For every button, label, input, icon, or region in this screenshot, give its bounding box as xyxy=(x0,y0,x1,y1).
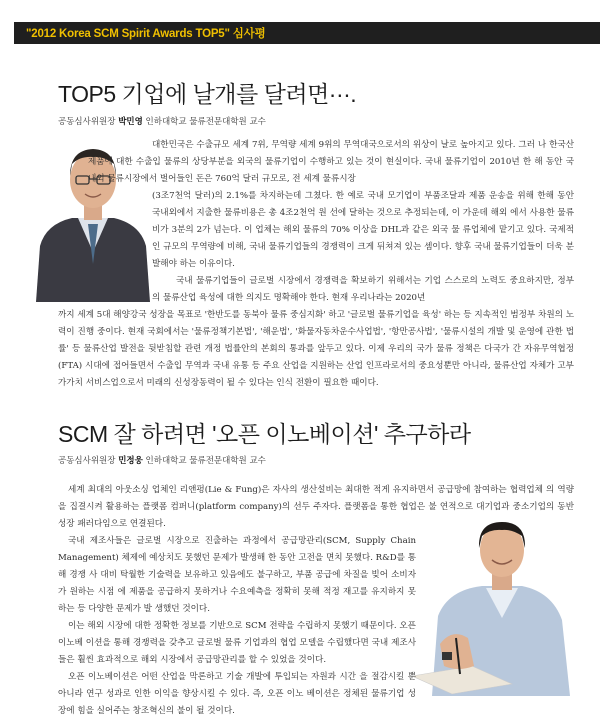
article1-paragraph-2 xyxy=(152,273,574,307)
article1-line-8: 있는 셈이다. 향후 국내 물류기업들이 더욱 분발해야 하는 이유이다. xyxy=(152,242,574,269)
article1-line-13: 개발 및 운영에 관한 법률' 등 물류산업 발전을 뒷받침할 관련 개정 법률안의 본회의 통과를 앞두고 있다. 이제 우리의 국가 물류 xyxy=(58,327,574,354)
article1-byline-role: 공동심사위원장 xyxy=(58,117,116,127)
article1-paragraph-1 xyxy=(88,137,574,188)
article1-line-10: 중요하지만, 정부의 물류산업 육성에 대한 의지도 명확해야 한다. 현재 우리나라는 2020년 xyxy=(152,276,574,303)
article2-byline-name: 민정웅 xyxy=(118,456,143,466)
article2-headline: SCM 잘 하려면 '오픈 이노베이션' 추구하라 xyxy=(58,421,471,447)
article1-line-9: 국내 물류기업들이 글로벌 시장에서 경쟁력을 확보하기 위해서는 기업 스스로의 노력도 xyxy=(176,276,507,286)
article1-line-1: 대한민국은 수출규모 세계 7위, 무역량 세계 9위의 무역대국으로서의 위상이 날로 높아지고 있다. 그러 xyxy=(152,140,536,150)
article1-line-5: 동안 국내외에서 지출한 물류비용은 총 4조2천억 원 선에 달하는 것으로 추정되는데, 이 가운데 해외 xyxy=(152,191,575,218)
article1-headline: TOP5 기업에 날개를 달려면···. xyxy=(58,81,357,107)
article2-line-11: 들은 훨씬 효과적으로 해외 시장에서 공급망관리를 할 수 있었을 것이다. xyxy=(58,655,327,665)
article1-paragraph-2b xyxy=(58,307,574,392)
article1-line-7: 류업체에 맡기고 있다. 국제적인 규모의 무역량에 비해, 국내 물류기업들의 경쟁력이 크게 뒤쳐져 xyxy=(152,225,574,252)
article2-line-10: 이션을 통해 경쟁력을 갖추고 글로벌 물류 기업과의 협업 모델을 수립했다면 국내 제조사 xyxy=(85,638,416,648)
article2-line-13: 을 절감시킬 뿐 아니라 연구 성과로 인한 이익을 향상시킬 수 있다. 즉, 오픈 이노 xyxy=(58,672,417,699)
article2-paragraph-3 xyxy=(58,618,416,669)
article2-byline xyxy=(58,454,266,466)
banner xyxy=(0,0,606,46)
article2-line-9: 이는 해외 시장에 대한 정확한 정보를 기반으로 SCM 전략을 수립하지 못했기 때문이다. 오픈 이노베 xyxy=(58,621,416,648)
article1-line-14: 정책은 다국가 간 자유무역협정(FTA) 시대에 접어들면서 수출입 무역과 국내 유통 등 주요 산업을 지원하는 산업 인프라로서의 xyxy=(58,344,574,371)
article2-line-4: 국내 제조사들은 글로벌 시장으로 진출하는 과정에서 공급망관리(SCM, Supply Chain xyxy=(68,536,416,546)
article1-line-12: 차원의 노력이 진행 중이다. 현재 국회에서는 '물류정책기본법', '해운법', '화물자동차운수사업법', '항만공사법', '물류시설의 xyxy=(58,310,574,337)
banner-title xyxy=(26,25,265,41)
article1-paragraph-1b xyxy=(152,188,574,273)
article2-line-5: Management) 체제에 예상치도 못했던 문제가 발생해 한 동안 고전을 면치 못했다. R&D를 통해 경쟁 xyxy=(58,553,417,580)
article1-line-11: 까지 세계 5대 해양강국 성장을 목표로 '한반도를 동북아 물류 중심지화' 하고 '글로벌 물류기업을 육성' 하는 등 지속적인 범정부 xyxy=(58,310,536,320)
article2-author-photo xyxy=(412,516,574,696)
article2-line-2: 의 역량을 집결시켜 활용하는 플랫폼 컴퍼니(platform company)의 선두 주자다. 플랫폼을 통한 협업은 불 xyxy=(58,485,574,512)
article1-line-6: 에서 사용한 물류비가 3분의 2가 넘는다. 이 업체는 해외 물류의 70% 이상을 DHL과 같은 외국 물 xyxy=(152,208,575,235)
article2-line-6: 사 대비 탁월한 기술력을 보유하고 있음에도 불구하고, 부품 공급에 차질을 빚어 소비자가 원하는 시점 xyxy=(58,570,416,597)
article2-line-1: 세계 최대의 아웃소싱 업체인 리앤펑(Lie & Fung)은 자사의 생산설비는 최대한 적게 유지하면서 공급망에 참여하는 협력업체 xyxy=(68,485,543,495)
article1-line-15: 중요성뿐만 아니라, 물류산업 자체가 고부가가치 서비스업으로서 미래의 신성장동력이 될 수 있다는 인식 전환이 필요한 때이다. xyxy=(58,361,574,388)
article1-byline-name: 박민영 xyxy=(118,117,143,127)
article2-byline-affil: 인하대학교 물류전문대학원 교수 xyxy=(145,456,266,466)
article2-byline-role: 공동심사위원장 xyxy=(58,456,116,466)
article1-line-2: 나 한국산 제품에 대한 수출입 물류의 상당부분을 외국의 물류기업이 수행하고 있는 것이 현실이다. 국내 xyxy=(88,140,574,167)
article1-byline xyxy=(58,115,266,127)
banner-title-en: "2012 Korea SCM Spirit Awards TOP5" xyxy=(26,28,230,40)
article2-line-14: 베이션은 정체된 물류기업 성장에 힘을 실어주는 창조혁신의 불이 될 것이다. xyxy=(58,689,416,716)
article1-byline-affil: 인하대학교 물류전문대학원 교수 xyxy=(145,117,266,127)
article1-line-4: (3조7천억 달러)의 2.1%를 차지하는데 그쳤다. 한 예로 국내 모기업이 부품조달과 제품 운송을 위해 한해 xyxy=(152,191,554,201)
article2-portrait-icon xyxy=(412,516,574,696)
article2-line-12: 오픈 이노베이션은 어떤 산업을 막론하고 기술 개발에 투입되는 자원과 시간 xyxy=(68,672,356,682)
article2-line-3: 연적으로 대기업과 중소기업의 동반성장 패러다임으로 연결된다. xyxy=(58,502,574,529)
article2-paragraph-4 xyxy=(58,669,416,720)
article1-line-3: 물류기업이 2010년 한 해 동안 국내외 물류시장에서 벌어들인 돈은 760억 달러 규모로, 전 세계 물류시장 xyxy=(88,157,574,184)
banner-title-ko: 심사평 xyxy=(232,28,266,40)
article2-paragraph-2 xyxy=(58,533,416,618)
article2-line-8: 생했던 것이다. xyxy=(154,604,210,614)
article2-line-7: 에 제품을 공급하지 못하거나 수요예측을 정확히 못해 적정 재고를 유지하지 못하는 등 다양한 문제가 발 xyxy=(58,587,417,614)
